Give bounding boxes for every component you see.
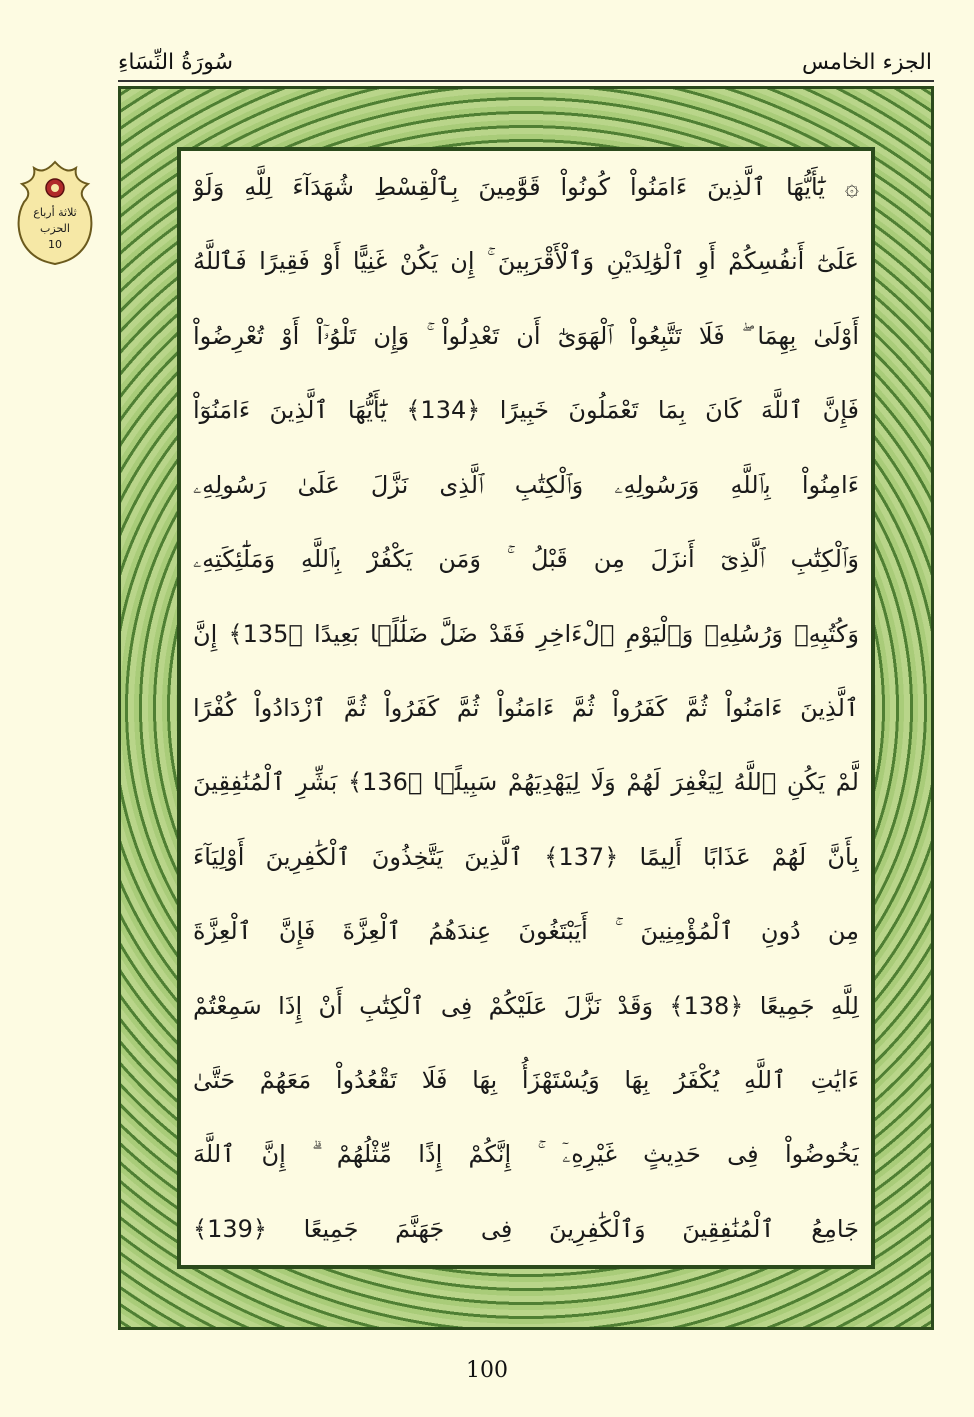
text-line: وَكُتُبِهِۦ وَرُسُلِهِۦ وَٱلْيَوْمِ ٱلْءَاخِرِ فَقَدْ ضَلَّ ضَلَٰلًۢا بَعِيدًا ﴿135﴾ إِنَّ <box>193 619 859 648</box>
hizb-medallion-icon <box>14 158 96 266</box>
ornamental-frame <box>118 86 934 1330</box>
text-line: مِن دُونِ ٱلْمُؤْمِنِينَ ۚ أَيَبْتَغُونَ عِندَهُمُ ٱلْعِزَّةَ فَإِنَّ ٱلْعِزَّةَ <box>193 917 859 946</box>
text-line: لِلَّهِ جَمِيعًا ﴿138﴾ وَقَدْ نَزَّلَ عَلَيْكُمْ فِى ٱلْكِتَٰبِ أَنْ إِذَا سَمِعْتُمْ <box>193 991 859 1020</box>
hizb-marker <box>14 158 96 266</box>
text-line: ءَايَٰتِ ٱللَّهِ يُكْفَرُ بِهَا وَيُسْتَهْزَأُ بِهَا فَلَا تَقْعُدُواْ مَعَهُمْ حَتَّىٰ <box>193 1066 859 1095</box>
text-line: يَخُوضُواْ فِى حَدِيثٍ غَيْرِهِۦٓ ۚ إِنَّكُمْ إِذًا مِّثْلُهُمْ ۗ إِنَّ ٱللَّهَ <box>193 1140 859 1169</box>
hizb-number: 10 <box>48 238 62 251</box>
text-panel <box>177 147 875 1269</box>
text-line: فَإِنَّ ٱللَّهَ كَانَ بِمَا تَعْمَلُونَ خَبِيرًا ﴿134﴾ يَٰٓأَيُّهَا ٱلَّذِينَ ءَامَنُوٓاْ <box>193 396 859 425</box>
page-number: 100 <box>466 1358 508 1383</box>
header-rule <box>118 80 934 82</box>
text-line: لَّمْ يَكُنِ ٱللَّهُ لِيَغْفِرَ لَهُمْ وَلَا لِيَهْدِيَهُمْ سَبِيلًۢا ﴿136﴾ بَشِّرِ ٱلْمُنَٰفِقِينَ <box>193 768 859 797</box>
text-line: بِأَنَّ لَهُمْ عَذَابًا أَلِيمًا ﴿137﴾ ٱلَّذِينَ يَتَّخِذُونَ ٱلْكَٰفِرِينَ أَوْلِيَآءَ <box>193 842 859 871</box>
verse-text <box>193 157 859 1259</box>
text-line: ءَامِنُواْ بِٱللَّهِ وَرَسُولِهِۦ وَٱلْكِتَٰبِ ٱلَّذِى نَزَّلَ عَلَىٰ رَسُولِهِۦ <box>193 470 859 499</box>
hizb-line2: الحزب <box>40 222 70 235</box>
hizb-line1: ثلاثة أرباع <box>33 206 77 219</box>
juz-title: الجزء الخامس <box>801 50 932 75</box>
text-line: ۞ يَٰٓأَيُّهَا ٱلَّذِينَ ءَامَنُواْ كُونُواْ قَوَّٰمِينَ بِٱلْقِسْطِ شُهَدَآءَ لِلَّهِ وَلَوْ <box>193 173 859 201</box>
text-line: جَامِعُ ٱلْمُنَٰفِقِينَ وَٱلْكَٰفِرِينَ فِى جَهَنَّمَ جَمِيعًا ﴿139﴾ <box>193 1214 859 1243</box>
text-line: عَلَىٰٓ أَنفُسِكُمْ أَوِ ٱلْوَٰلِدَيْنِ وَٱلْأَقْرَبِينَ ۚ إِن يَكُنْ غَنِيًّا أَوْ فَقِيرًا فَٱللَّهُ <box>193 247 859 276</box>
text-line: ٱلَّذِينَ ءَامَنُواْ ثُمَّ كَفَرُواْ ثُمَّ ءَامَنُواْ ثُمَّ كَفَرُواْ ثُمَّ ٱزْدَادُواْ كُفْرًا <box>193 693 859 722</box>
surah-title: سُورَةُ النِّسَاءِ <box>118 50 234 75</box>
text-line: وَٱلْكِتَٰبِ ٱلَّذِىٓ أَنزَلَ مِن قَبْلُ ۚ وَمَن يَكْفُرْ بِٱللَّهِ وَمَلَٰٓئِكَتِهِۦ <box>193 545 859 574</box>
text-line: أَوْلَىٰ بِهِمَا ۖ فَلَا تَتَّبِعُواْ ٱلْهَوَىٰٓ أَن تَعْدِلُواْ ۚ وَإِن تَلْوُۥٓاْ أَوْ تُعْرِضُواْ <box>193 321 859 350</box>
